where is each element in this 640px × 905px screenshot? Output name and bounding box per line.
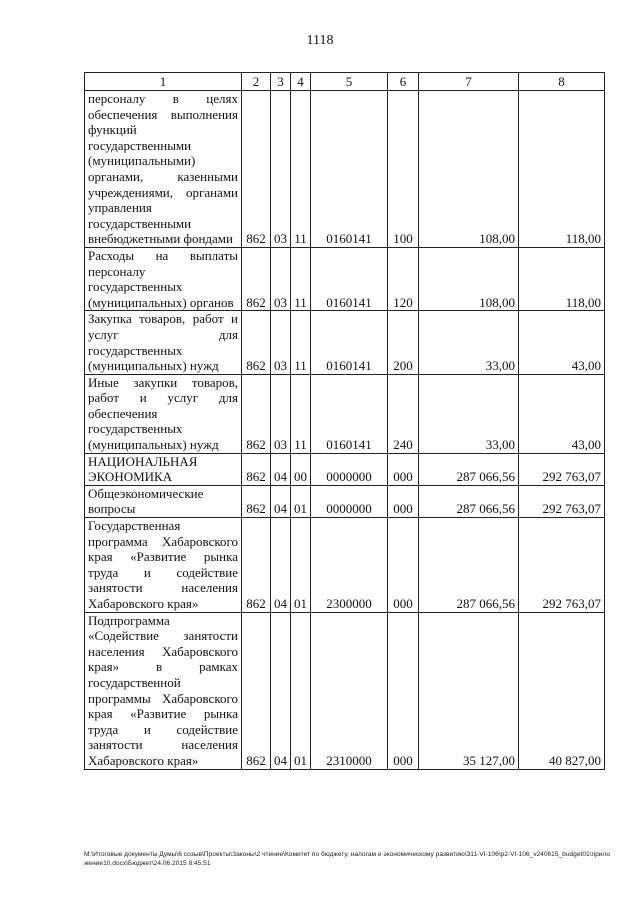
row-amount-col8: 292 763,07 <box>519 518 605 613</box>
row-name: персоналу в целях обеспечения выполнения функций государственными (муниципальными) органами, казенными учреждениями, органами управления государственными внебюджетными фондами <box>85 91 242 248</box>
header-col-8: 8 <box>519 73 605 91</box>
row-name: Общеэкономические вопросы <box>85 485 242 517</box>
header-col-4: 4 <box>291 73 311 91</box>
row-amount-col7: 108,00 <box>419 247 519 310</box>
row-target-article: 0000000 <box>311 453 388 485</box>
row-amount-col8: 292 763,07 <box>519 453 605 485</box>
row-subsection: 01 <box>291 612 311 769</box>
row-subsection: 01 <box>291 518 311 613</box>
header-col-1: 1 <box>85 73 242 91</box>
row-subsection: 11 <box>291 91 311 248</box>
row-amount-col7: 287 066,56 <box>419 453 519 485</box>
row-amount-col7: 287 066,56 <box>419 485 519 517</box>
table-row <box>85 612 605 769</box>
row-expense-type: 200 <box>388 311 419 374</box>
row-target-article: 0160141 <box>311 247 388 310</box>
row-code: 862 <box>242 453 271 485</box>
row-section: 04 <box>271 485 291 517</box>
row-target-article: 2300000 <box>311 518 388 613</box>
row-code: 862 <box>242 518 271 613</box>
row-amount-col8: 43,00 <box>519 311 605 374</box>
table-row <box>85 485 605 517</box>
row-name: НАЦИОНАЛЬНАЯ ЭКОНОМИКА <box>85 453 242 485</box>
row-section: 03 <box>271 374 291 453</box>
row-expense-type: 000 <box>388 453 419 485</box>
page-number: 1118 <box>306 33 334 48</box>
row-name: Закупка товаров, работ и услуг для государственных (муниципальных) нужд <box>85 311 242 374</box>
header-col-3: 3 <box>271 73 291 91</box>
row-expense-type: 100 <box>388 91 419 248</box>
row-target-article: 0000000 <box>311 485 388 517</box>
row-section: 03 <box>271 311 291 374</box>
row-name: Расходы на выплаты персоналу государственных (муниципальных) органов <box>85 247 242 310</box>
header-col-7: 7 <box>419 73 519 91</box>
row-code: 862 <box>242 374 271 453</box>
table-row <box>85 374 605 453</box>
row-name: Подпрограмма «Содействие занятости населения Хабаровского края» в рамках государственной программы Хабаровского края «Развитие рынка труда и содействие занятости населения Хабаровского края» <box>85 612 242 769</box>
row-name: Государственная программа Хабаровского края «Развитие рынка труда и содействие занятости населения Хабаровского края» <box>85 518 242 613</box>
row-subsection: 01 <box>291 485 311 517</box>
row-expense-type: 120 <box>388 247 419 310</box>
row-subsection: 11 <box>291 374 311 453</box>
row-amount-col7: 35 127,00 <box>419 612 519 769</box>
row-target-article: 0160141 <box>311 374 388 453</box>
row-code: 862 <box>242 311 271 374</box>
row-code: 862 <box>242 91 271 248</box>
row-amount-col7: 287 066,56 <box>419 518 519 613</box>
row-expense-type: 240 <box>388 374 419 453</box>
row-amount-col8: 43,00 <box>519 374 605 453</box>
row-amount-col8: 118,00 <box>519 91 605 248</box>
row-target-article: 0160141 <box>311 91 388 248</box>
row-name: Иные закупки товаров, работ и услуг для обеспечения государственных (муниципальных) нужд <box>85 374 242 453</box>
row-subsection: 11 <box>291 247 311 310</box>
header-col-6: 6 <box>388 73 419 91</box>
table-header-row <box>85 73 605 91</box>
row-section: 03 <box>271 247 291 310</box>
row-target-article: 2310000 <box>311 612 388 769</box>
table-row <box>85 311 605 374</box>
header-col-5: 5 <box>311 73 388 91</box>
row-expense-type: 000 <box>388 612 419 769</box>
row-amount-col7: 108,00 <box>419 91 519 248</box>
row-code: 862 <box>242 485 271 517</box>
header-col-2: 2 <box>242 73 271 91</box>
row-amount-col7: 33,00 <box>419 311 519 374</box>
row-amount-col7: 33,00 <box>419 374 519 453</box>
row-expense-type: 000 <box>388 485 419 517</box>
row-code: 862 <box>242 247 271 310</box>
row-section: 04 <box>271 518 291 613</box>
table-row <box>85 247 605 310</box>
row-code: 862 <box>242 612 271 769</box>
row-section: 04 <box>271 453 291 485</box>
row-subsection: 11 <box>291 311 311 374</box>
row-target-article: 0160141 <box>311 311 388 374</box>
table-row <box>85 453 605 485</box>
table-row <box>85 518 605 613</box>
budget-table <box>84 72 605 770</box>
row-amount-col8: 40 827,00 <box>519 612 605 769</box>
row-amount-col8: 118,00 <box>519 247 605 310</box>
row-expense-type: 000 <box>388 518 419 613</box>
document-path-footer: M:\Итоговые документы Думы\6 созыв\Проекты\Законы\2 чтение\Комитет по бюджету, налогам и экономическому развитию\311-VI-106\p2-VI-106_v240615_budget01\приложение10.docx\Бюджет\24.06.2015 8:45:51 <box>84 851 611 867</box>
row-section: 04 <box>271 612 291 769</box>
row-section: 03 <box>271 91 291 248</box>
row-subsection: 00 <box>291 453 311 485</box>
table-row <box>85 91 605 248</box>
row-amount-col8: 292 763,07 <box>519 485 605 517</box>
